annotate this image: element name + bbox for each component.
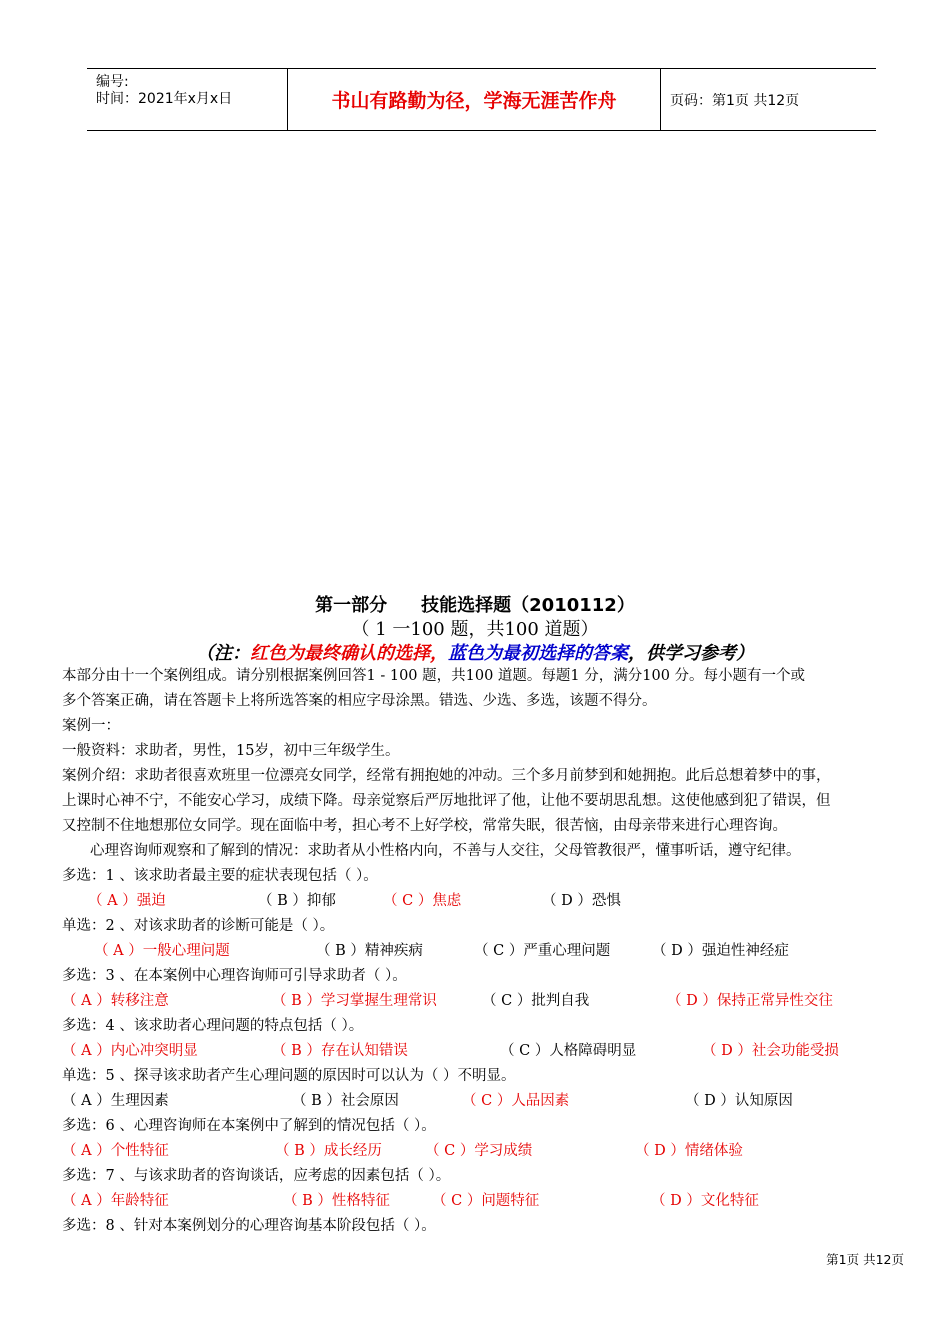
note-red: 红色为最终确认的选择， <box>250 643 448 664</box>
case-intro-line: 又控制不住地想那位女同学。现在面临中考，担心考不上好学校，常常失眠，很苦恼，由母亲带来进行心理咨询。 <box>62 818 787 834</box>
answer-option: （ C ）问题特征 <box>432 1193 540 1209</box>
answer-option: （ B ）社会原因 <box>292 1093 399 1109</box>
answer-option: （ C ）人品因素 <box>462 1093 570 1109</box>
question-text: 多选：8 、针对本案例划分的心理咨询基本阶段包括（ ）。 <box>62 1218 436 1234</box>
section-title <box>0 591 950 617</box>
note-blue: 蓝色为最初选择的答案 <box>448 643 628 664</box>
answer-option: （ C ）人格障碍明显 <box>500 1043 637 1059</box>
case-name: 案例一： <box>62 718 120 734</box>
answer-option: （ D ）强迫性神经症 <box>652 943 789 959</box>
answer-option: （ A ）生理因素 <box>62 1093 169 1109</box>
number-label: 编号: <box>96 74 129 90</box>
answer-option: （ C ）严重心理问题 <box>474 943 611 959</box>
date-line: 时间：2021年x月x日 <box>96 91 233 107</box>
motto: 书山有路勤为径，学海无涯苦作舟 <box>288 69 661 130</box>
answer-note <box>0 639 950 665</box>
answer-option: （ B ）学习掌握生理常识 <box>272 993 437 1009</box>
question-text: 多选：1 、该求助者最主要的症状表现包括（ ）。 <box>62 868 378 884</box>
answer-option: （ D ）情绪体验 <box>635 1143 743 1159</box>
answer-option: （ B ）成长经历 <box>275 1143 382 1159</box>
case-intro-line: 上课时心神不宁，不能安心学习，成绩下降。母亲觉察后严厉地批评了他，让他不要胡思乱想。这使他感到犯了错误，但 <box>62 793 831 809</box>
intro-line: 多个答案正确，请在答题卡上将所选答案的相应字母涂黑。错选、少选、多选，该题不得分。 <box>62 693 657 709</box>
intro-line: 本部分由十一个案例组成。请分别根据案例回答1 - 100 题，共100 道题。每题1 分，满分100 分。每小题有一个或 <box>62 668 806 684</box>
answer-option: （ D ）保持正常异性交往 <box>667 993 833 1009</box>
note-close: ，供学习参考） <box>628 643 754 664</box>
answer-option: （ D ）社会功能受损 <box>702 1043 839 1059</box>
answer-option: （ D ）恐惧 <box>542 893 621 909</box>
header-meta-cell <box>87 69 288 130</box>
case-general: 一般资料：求助者，男性，15岁，初中三年级学生。 <box>62 743 400 759</box>
question-text: 多选：6 、心理咨询师在本案例中了解到的情况包括（ ）。 <box>62 1118 436 1134</box>
answer-option: （ B ）抑郁 <box>258 893 336 909</box>
question-text: 多选：3 、在本案例中心理咨询师可引导求助者（ ）。 <box>62 968 407 984</box>
note-open: （注： <box>196 643 250 664</box>
answer-option: （ D ）认知原因 <box>685 1093 793 1109</box>
question-range: （ 1 一100 题，共100 道题） <box>351 619 599 640</box>
case-observation: 心理咨询师观察和了解到的情况：求助者从小性格内向，不善与人交往，父母管教很严，懂事听话，遵守纪律。 <box>90 843 801 859</box>
answer-option: （ C ）焦虑 <box>383 893 462 909</box>
answer-option: （ A ）一般心理问题 <box>94 943 230 959</box>
answer-option: （ B ）性格特征 <box>283 1193 390 1209</box>
part-title: 第一部分 <box>315 595 388 616</box>
page-info: 页码：第1页 共12页 <box>670 93 800 109</box>
answer-option: （ A ）内心冲突明显 <box>62 1043 198 1059</box>
answer-option: （ A ）转移注意 <box>62 993 169 1009</box>
answer-option: （ B ）精神疾病 <box>316 943 423 959</box>
case-intro-line: 案例介绍：求助者很喜欢班里一位漂亮女同学，经常有拥抱她的冲动。三个多月前梦到和她拥抱。此后总想着梦中的事， <box>62 768 831 784</box>
answer-option: （ A ）强迫 <box>88 893 166 909</box>
question-text: 单选：2 、对该求助者的诊断可能是（ ）。 <box>62 918 335 934</box>
answer-option: （ A ）年龄特征 <box>62 1193 169 1209</box>
page-footer: 第1页 共12页 <box>826 1252 904 1267</box>
header-table <box>87 68 876 131</box>
answer-option: （ A ）个性特征 <box>62 1143 169 1159</box>
question-text: 多选：4 、该求助者心理问题的特点包括（ ）。 <box>62 1018 364 1034</box>
answer-option: （ D ）文化特征 <box>651 1193 759 1209</box>
section-name: 技能选择题（2010112） <box>421 595 635 616</box>
answer-option: （ C ）学习成绩 <box>425 1143 533 1159</box>
answer-option: （ B ）存在认知错误 <box>272 1043 408 1059</box>
question-text: 单选：5 、探寻该求助者产生心理问题的原因时可以认为（ ）不明显。 <box>62 1068 516 1084</box>
answer-option: （ C ）批判自我 <box>482 993 590 1009</box>
question-text: 多选：7 、与该求助者的咨询谈话，应考虑的因素包括（ ）。 <box>62 1168 451 1184</box>
